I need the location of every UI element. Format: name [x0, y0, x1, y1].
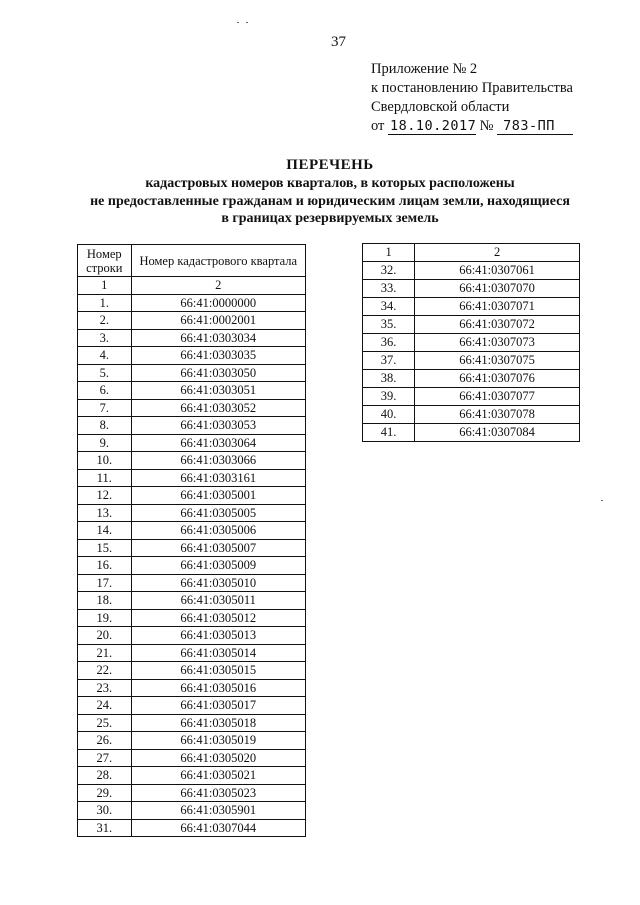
table-row	[78, 784, 306, 802]
row-number-cell: 32.	[363, 262, 415, 280]
table-row	[78, 627, 306, 645]
date-value: 18.10.2017	[390, 118, 477, 134]
col-index-2: 2	[131, 277, 305, 295]
table-row	[78, 487, 306, 505]
cadastral-number-cell: 66:41:0305017	[131, 697, 305, 715]
table-row	[78, 767, 306, 785]
row-number-cell: 23.	[78, 679, 132, 697]
cadastral-number-cell: 66:41:0305013	[131, 627, 305, 645]
table-row	[78, 469, 306, 487]
title-line-1: кадастровых номеров кварталов, в которых расположены	[145, 176, 515, 191]
table-row	[363, 370, 580, 388]
table-row	[78, 574, 306, 592]
row-number-cell: 1.	[78, 294, 132, 312]
cadastral-number-cell: 66:41:0303066	[131, 452, 305, 470]
table-row	[78, 504, 306, 522]
table-row	[363, 352, 580, 370]
col-index-2: 2	[415, 244, 580, 262]
cadastral-number-cell: 66:41:0305901	[131, 802, 305, 820]
cadastral-number-cell: 66:41:0305012	[131, 609, 305, 627]
table-row	[363, 280, 580, 298]
table-row	[78, 697, 306, 715]
cadastral-number-cell: 66:41:0307078	[415, 406, 580, 424]
table-row	[78, 644, 306, 662]
number-value: 783-ПП	[497, 119, 573, 135]
title-line-3: в границах резервируемых земель	[221, 211, 439, 226]
cadastral-number-cell: 66:41:0002001	[131, 312, 305, 330]
cadastral-number-cell: 66:41:0303064	[131, 434, 305, 452]
cadastral-number-cell: 66:41:0305015	[131, 662, 305, 680]
table-header-row	[78, 245, 306, 277]
row-number-cell: 21.	[78, 644, 132, 662]
row-number-cell: 13.	[78, 504, 132, 522]
cadastral-number-cell: 66:41:0305011	[131, 592, 305, 610]
table-row	[78, 802, 306, 820]
table-index-row	[78, 277, 306, 295]
cadastral-number-cell: 66:41:0000000	[131, 294, 305, 312]
table-row	[363, 424, 580, 442]
row-number-cell: 20.	[78, 627, 132, 645]
appendix-line-1: Приложение № 2	[371, 61, 478, 77]
row-number-cell: 25.	[78, 714, 132, 732]
col-header-row-number: Номер строки	[78, 245, 132, 277]
row-number-cell: 24.	[78, 697, 132, 715]
cadastral-number-cell: 66:41:0307072	[415, 316, 580, 334]
table-row	[78, 539, 306, 557]
table-row	[78, 347, 306, 365]
table-row	[78, 417, 306, 435]
cadastral-number-cell: 66:41:0303161	[131, 469, 305, 487]
cadastral-number-cell: 66:41:0305006	[131, 522, 305, 540]
scan-speck	[237, 22, 239, 23]
row-number-cell: 9.	[78, 434, 132, 452]
appendix-line-3: Свердловской области	[371, 99, 510, 115]
row-number-cell: 26.	[78, 732, 132, 750]
cadastral-number-cell: 66:41:0305001	[131, 487, 305, 505]
document-title	[40, 156, 620, 228]
table-row	[78, 452, 306, 470]
table-body-left	[78, 294, 306, 837]
cadastral-number-cell: 66:41:0305009	[131, 557, 305, 575]
table-row	[78, 662, 306, 680]
cadastral-number-cell: 66:41:0307075	[415, 352, 580, 370]
cadastral-number-cell: 66:41:0307044	[131, 819, 305, 837]
col-header-cadastral-number: Номер кадастрового квартала	[131, 245, 305, 277]
row-number-cell: 29.	[78, 784, 132, 802]
cadastral-number-cell: 66:41:0305019	[131, 732, 305, 750]
row-number-cell: 5.	[78, 364, 132, 382]
row-number-cell: 28.	[78, 767, 132, 785]
scan-speck	[601, 500, 603, 501]
row-number-cell: 31.	[78, 819, 132, 837]
table-row	[78, 592, 306, 610]
scan-speck	[246, 22, 248, 23]
table-row	[363, 298, 580, 316]
cadastral-number-cell: 66:41:0305005	[131, 504, 305, 522]
row-number-cell: 37.	[363, 352, 415, 370]
row-number-cell: 16.	[78, 557, 132, 575]
table-row	[78, 819, 306, 837]
col-index-1: 1	[78, 277, 132, 295]
table-row	[363, 406, 580, 424]
cadastral-number-cell: 66:41:0305014	[131, 644, 305, 662]
table-row	[363, 262, 580, 280]
row-number-cell: 6.	[78, 382, 132, 400]
title-heading: ПЕРЕЧЕНЬ	[286, 157, 374, 173]
table-row	[78, 749, 306, 767]
row-number-cell: 30.	[78, 802, 132, 820]
cadastral-number-cell: 66:41:0307077	[415, 388, 580, 406]
table-index-row	[363, 244, 580, 262]
row-number-cell: 40.	[363, 406, 415, 424]
row-number-cell: 36.	[363, 334, 415, 352]
table-row	[78, 714, 306, 732]
row-number-cell: 34.	[363, 298, 415, 316]
cadastral-number-cell: 66:41:0307076	[415, 370, 580, 388]
cadastral-number-cell: 66:41:0307073	[415, 334, 580, 352]
cadastral-number-cell: 66:41:0303053	[131, 417, 305, 435]
table-row	[363, 334, 580, 352]
title-line-2: не предоставленные гражданам и юридическим лицам земли, находящиеся	[90, 193, 570, 209]
table-row	[363, 316, 580, 334]
table-row	[78, 399, 306, 417]
cadastral-number-cell: 66:41:0305018	[131, 714, 305, 732]
row-number-cell: 3.	[78, 329, 132, 347]
cadastral-number-cell: 66:41:0305007	[131, 539, 305, 557]
row-number-cell: 2.	[78, 312, 132, 330]
row-number-cell: 15.	[78, 539, 132, 557]
cadastral-number-cell: 66:41:0303052	[131, 399, 305, 417]
cadastral-number-cell: 66:41:0307084	[415, 424, 580, 442]
appendix-date-line	[371, 117, 573, 136]
number-prefix: №	[479, 118, 494, 134]
cadastral-number-cell: 66:41:0305020	[131, 749, 305, 767]
row-number-cell: 41.	[363, 424, 415, 442]
appendix-line-2: к постановлению Правительства	[371, 80, 573, 96]
row-number-cell: 14.	[78, 522, 132, 540]
row-number-cell: 38.	[363, 370, 415, 388]
cadastral-number-cell: 66:41:0303051	[131, 382, 305, 400]
row-number-cell: 35.	[363, 316, 415, 334]
cadastral-number-cell: 66:41:0307070	[415, 280, 580, 298]
table-body-right	[363, 262, 580, 442]
row-number-cell: 19.	[78, 609, 132, 627]
cadastral-number-cell: 66:41:0303050	[131, 364, 305, 382]
row-number-cell: 27.	[78, 749, 132, 767]
cadastral-table-right	[362, 243, 580, 442]
cadastral-number-cell: 66:41:0303034	[131, 329, 305, 347]
row-number-cell: 22.	[78, 662, 132, 680]
table-row	[363, 388, 580, 406]
table-row	[78, 557, 306, 575]
table-row	[78, 679, 306, 697]
cadastral-number-cell: 66:41:0307061	[415, 262, 580, 280]
table-row	[78, 434, 306, 452]
date-prefix: от	[371, 118, 385, 134]
row-number-cell: 39.	[363, 388, 415, 406]
row-number-cell: 18.	[78, 592, 132, 610]
row-number-cell: 8.	[78, 417, 132, 435]
table-row	[78, 312, 306, 330]
appendix-header	[371, 60, 573, 136]
row-number-cell: 4.	[78, 347, 132, 365]
table-row	[78, 522, 306, 540]
row-number-cell: 7.	[78, 399, 132, 417]
table-row	[78, 294, 306, 312]
row-number-cell: 11.	[78, 469, 132, 487]
table-row	[78, 382, 306, 400]
cadastral-number-cell: 66:41:0305016	[131, 679, 305, 697]
cadastral-number-cell: 66:41:0305021	[131, 767, 305, 785]
cadastral-number-cell: 66:41:0305023	[131, 784, 305, 802]
table-row	[78, 329, 306, 347]
table-row	[78, 732, 306, 750]
row-number-cell: 17.	[78, 574, 132, 592]
table-row	[78, 364, 306, 382]
cadastral-number-cell: 66:41:0307071	[415, 298, 580, 316]
cadastral-number-cell: 66:41:0303035	[131, 347, 305, 365]
cadastral-table-left	[77, 244, 306, 837]
table-row	[78, 609, 306, 627]
row-number-cell: 33.	[363, 280, 415, 298]
col-index-1: 1	[363, 244, 415, 262]
row-number-cell: 12.	[78, 487, 132, 505]
cadastral-number-cell: 66:41:0305010	[131, 574, 305, 592]
row-number-cell: 10.	[78, 452, 132, 470]
page-number: 37	[331, 34, 346, 50]
